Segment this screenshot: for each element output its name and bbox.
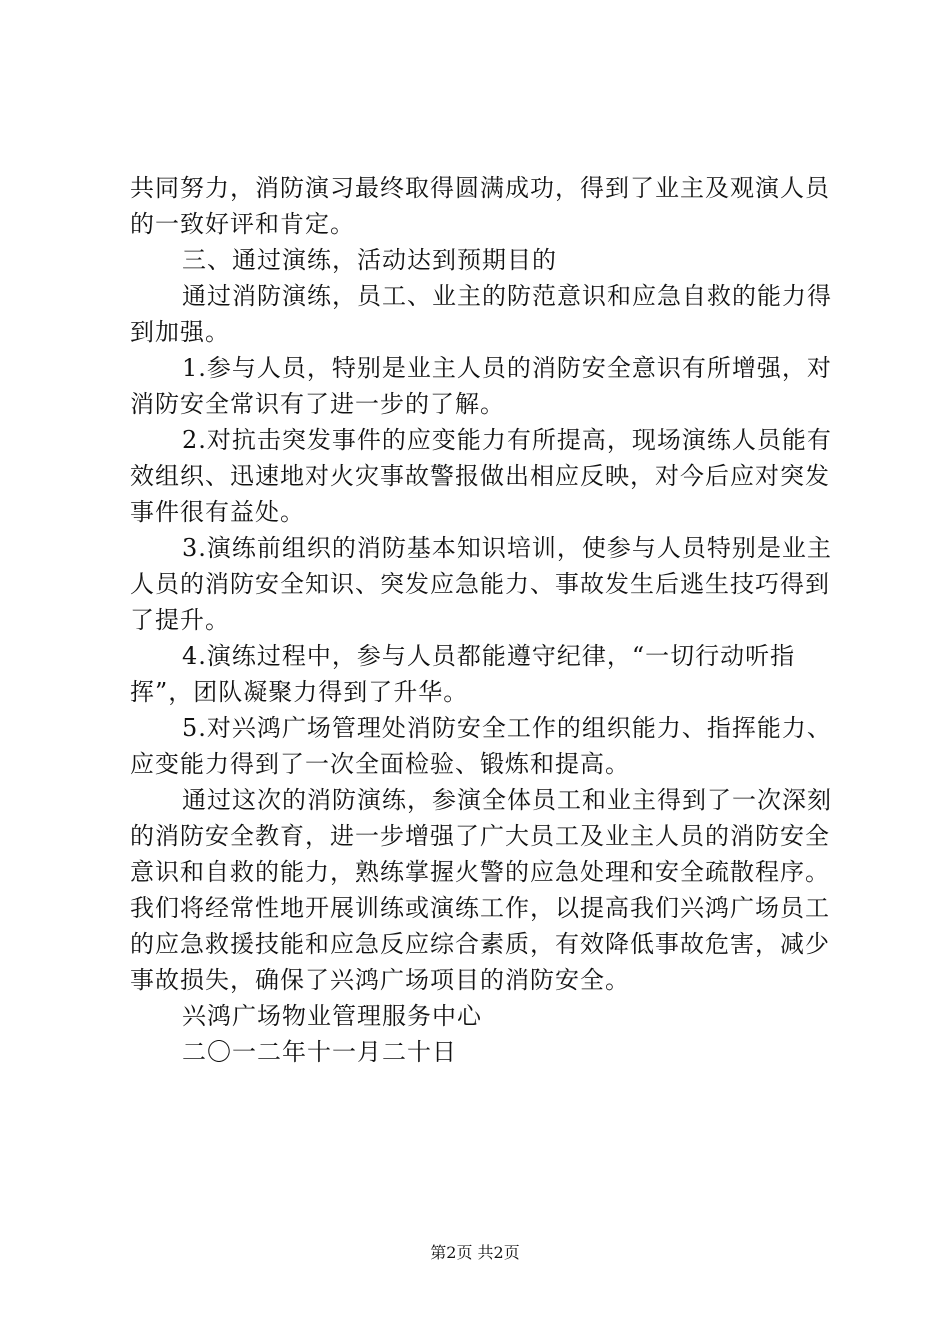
- signature-organization: 兴鸿广场物业管理服务中心: [182, 1002, 482, 1030]
- section-heading: 三、通过演练，活动达到预期目的: [182, 246, 557, 274]
- list-item-4: 4.演练过程中，参与人员都能遵守纪律，“一切行动听指挥”，团队凝聚力得到了升华。: [130, 642, 796, 706]
- paragraph: 通过消防演练，员工、业主的防范意识和应急自救的能力得到加强。: [130, 282, 832, 346]
- list-item-5: 5.对兴鸿广场管理处消防安全工作的组织能力、指挥能力、应变能力得到了一次全面检验、锻炼和提高。: [130, 714, 832, 778]
- paragraph-continuation: 共同努力，消防演习最终取得圆满成功，得到了业主及观演人员的一致好评和肯定。: [130, 174, 830, 238]
- list-item-3: 3.演练前组织的消防基本知识培训，使参与人员特别是业主人员的消防安全知识、突发应急能力、事故发生后逃生技巧得到了提升。: [130, 534, 832, 634]
- page-footer: 第2页 共2页: [430, 1243, 520, 1262]
- list-item-2: 2.对抗击突发事件的应变能力有所提高，现场演练人员能有效组织、迅速地对火灾事故警报做出相应反映，对今后应对突发事件很有益处。: [130, 426, 832, 526]
- list-item-1: 1.参与人员，特别是业主人员的消防安全意识有所增强，对消防安全常识有了进一步的了解。: [130, 354, 832, 418]
- signature-date: 二〇一二年十一月二十日: [182, 1038, 457, 1066]
- document-body: [130, 170, 835, 1070]
- closing-paragraph: 通过这次的消防演练，参演全体员工和业主得到了一次深刻的消防安全教育，进一步增强了广大员工及业主人员的消防安全意识和自救的能力，熟练掌握火警的应急处理和安全疏散程序。我们将经常性地开展训练或演练工作，以提高我们兴鸿广场员工的应急救援技能和应急反应综合素质，有效降低事故危害，减少事故损失，确保了兴鸿广场项目的消防安全。: [130, 786, 832, 994]
